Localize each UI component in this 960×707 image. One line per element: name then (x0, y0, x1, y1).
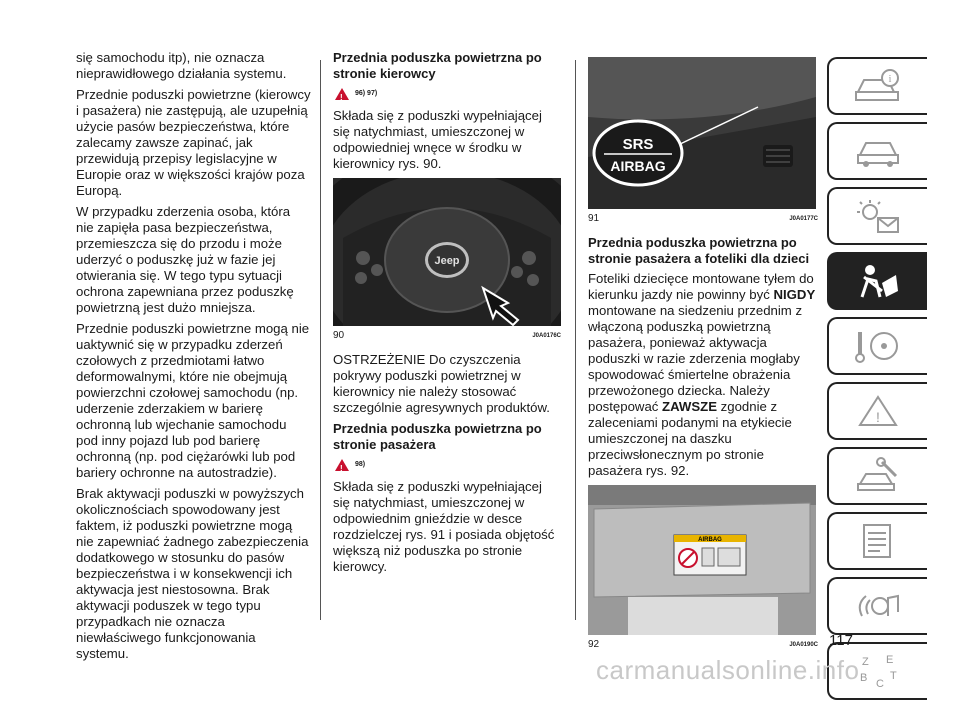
tab-emergency[interactable] (827, 382, 927, 440)
emphasis: NIGDY (773, 287, 816, 302)
warning-lights-icon (852, 196, 904, 236)
figure-90-steering-wheel (333, 178, 561, 326)
airbag-safety-icon (852, 261, 904, 301)
page-number: 117 (829, 632, 853, 649)
svg-text:Z: Z (862, 656, 869, 668)
column-2 (333, 50, 561, 580)
paragraph: Składa się z poduszki wypełniającej się natychmiast, umieszczonej w odpowiedniej wnęce w środku w kierownicy rys. 90. (333, 108, 542, 171)
figure-caption (588, 637, 818, 653)
warning-refs (335, 86, 561, 102)
tab-technical-data[interactable] (827, 512, 927, 570)
sun-visor-illustration (588, 485, 816, 635)
watermark: carmanualsonline.info (596, 655, 860, 685)
steering-icon (852, 326, 904, 366)
figure-code: J0A0177C (789, 216, 818, 222)
column-divider (320, 60, 321, 620)
emphasis: ZAWSZE (662, 399, 717, 414)
steering-wheel-illustration (333, 178, 561, 326)
tab-warning-lights[interactable] (827, 187, 927, 245)
figure-caption (333, 328, 561, 344)
warning-ref-numbers: 96) 97) (355, 90, 378, 97)
label-airbag-text: AIRBAG (698, 537, 722, 543)
dashboard-illustration (588, 57, 816, 209)
srs-label: SRS (622, 136, 654, 153)
jeep-logo: Jeep (434, 255, 460, 267)
paragraph: Składa się z poduszki wypełniającej się natychmiast, umieszczonej w odpowiednim gnieździe w desce rozdzielczej rys. 91 i posiada objętość większą niż poduszka po stronie kierowcy. (333, 479, 555, 574)
paragraph: Brak aktywacji poduszki w powyższych okolicznościach spowodowany jest faktem, iż poduszki powietrzne mogą nie zapewniać żadnego zabezpieczenia dodatkowego w stosunku do pasów bezpieczeństwa i w konsekwencji ich aktywacja jest niestosowna. Brak aktywacji poduszek w tego typu przypadkach nie oznacza niewłaściwego funkcjonowania systemu. (76, 486, 309, 661)
tab-airbag-safety[interactable] (827, 252, 927, 310)
airbag-label: AIRBAG (610, 158, 666, 174)
text-run: zgodnie z zaleceniami podanymi na etykiecie umieszczonej na daszku przeciwsłonecznym po stronie pasażera rys. 92. (588, 399, 792, 478)
text-run: Foteliki dziecięce montowane tyłem do kierunku jazdy nie powinny być (588, 271, 814, 302)
paragraph: W przypadku zderzenia osoba, która nie zapięła pasa bezpieczeństwa, przemieszcza się do przodu i może uderzyć o poduszkę już w fazie jej otwierania się. W tego typu sytuacji ochrona zapewniana przez poduszkę powietrzną jest dużo mniejsza. (76, 204, 294, 315)
svg-text:B: B (860, 672, 868, 684)
multimedia-icon (852, 586, 904, 626)
warning-triangle-icon (335, 459, 349, 471)
car-icon (852, 131, 904, 171)
section-heading: Przednia poduszka powietrzna po stronie pasażera (333, 421, 542, 452)
chapter-index-tabs (827, 57, 927, 707)
section-heading: Przednia poduszka powietrzna po stronie pasażera a foteliki dla dzieci (588, 235, 810, 266)
svg-text:C: C (876, 678, 884, 690)
warning-triangle-icon (335, 88, 349, 100)
svg-text:E: E (886, 654, 894, 666)
tab-car-info[interactable] (827, 57, 927, 115)
wrench-car-icon (852, 456, 904, 496)
figure-code: J0A0176C (532, 333, 561, 339)
car-info-icon (852, 66, 904, 106)
figure-92-sun-visor (588, 485, 816, 635)
tab-maintenance[interactable] (827, 447, 927, 505)
paragraph: się samochodu itp), nie oznacza nieprawidłowego działania systemu. (76, 50, 287, 81)
column-3 (588, 57, 818, 661)
data-sheet-icon (852, 521, 904, 561)
text-run: montowane na siedzeniu przednim z włączoną poduszką powietrzną pasażera, ponieważ aktywacja poduszki w razie zderzenia mogłaby spowodować śmiertelne obrażenia przewożonego dziecka. Należy postępować (588, 303, 803, 414)
paragraph (588, 271, 818, 479)
figure-code: J0A0190C (789, 642, 818, 648)
column-1 (76, 50, 311, 667)
section-heading: Przednia poduszka powietrzna po stronie kierowcy (333, 50, 542, 81)
index-letters-icon (852, 651, 904, 691)
tab-multimedia[interactable] (827, 577, 927, 635)
paragraph: Przednie poduszki powietrzne (kierowcy i pasażera) nie zastępują, ale uzupełnią użycie pasów bezpieczeństwa, które zalecamy zawsze zapinać, jak przewidują przepisy legislacyjne w Europie oraz w większości krajów poza Europą. (76, 87, 311, 198)
figure-caption (588, 211, 818, 227)
figure-number: 90 (333, 330, 345, 341)
figure-number: 92 (588, 639, 600, 650)
svg-text:T: T (890, 670, 897, 682)
svg-text:i: i (888, 74, 892, 85)
figure-number: 91 (588, 213, 600, 224)
paragraph: Przednie poduszki powietrzne mogą nie uaktywnić się w przypadku zderzeń czołowych z przedmiotami łatwo deformowalnymi, które nie obejmują powierzchni czołowej samochodu (np. uderzenie zderzakiem w barierę ochronną lub wjechanie samochodu pod inny pojazd lub pod barierę ochronną (np. pod ciężarówki lub pod bariery ochronne na autostradzie). (76, 321, 310, 480)
figure-91-dashboard-srs (588, 57, 816, 209)
warning-refs (335, 457, 561, 473)
paragraph: OSTRZEŻENIE Do czyszczenia pokrywy poduszki powietrznej w kierownicy nie należy stosować szczególnie agresywnych produktów. (333, 352, 550, 415)
service-icon (852, 391, 904, 431)
column-divider (575, 60, 576, 620)
tab-driving[interactable] (827, 317, 927, 375)
warning-ref-numbers: 98) (355, 461, 366, 468)
tab-car[interactable] (827, 122, 927, 180)
svg-text:!: ! (876, 409, 880, 425)
